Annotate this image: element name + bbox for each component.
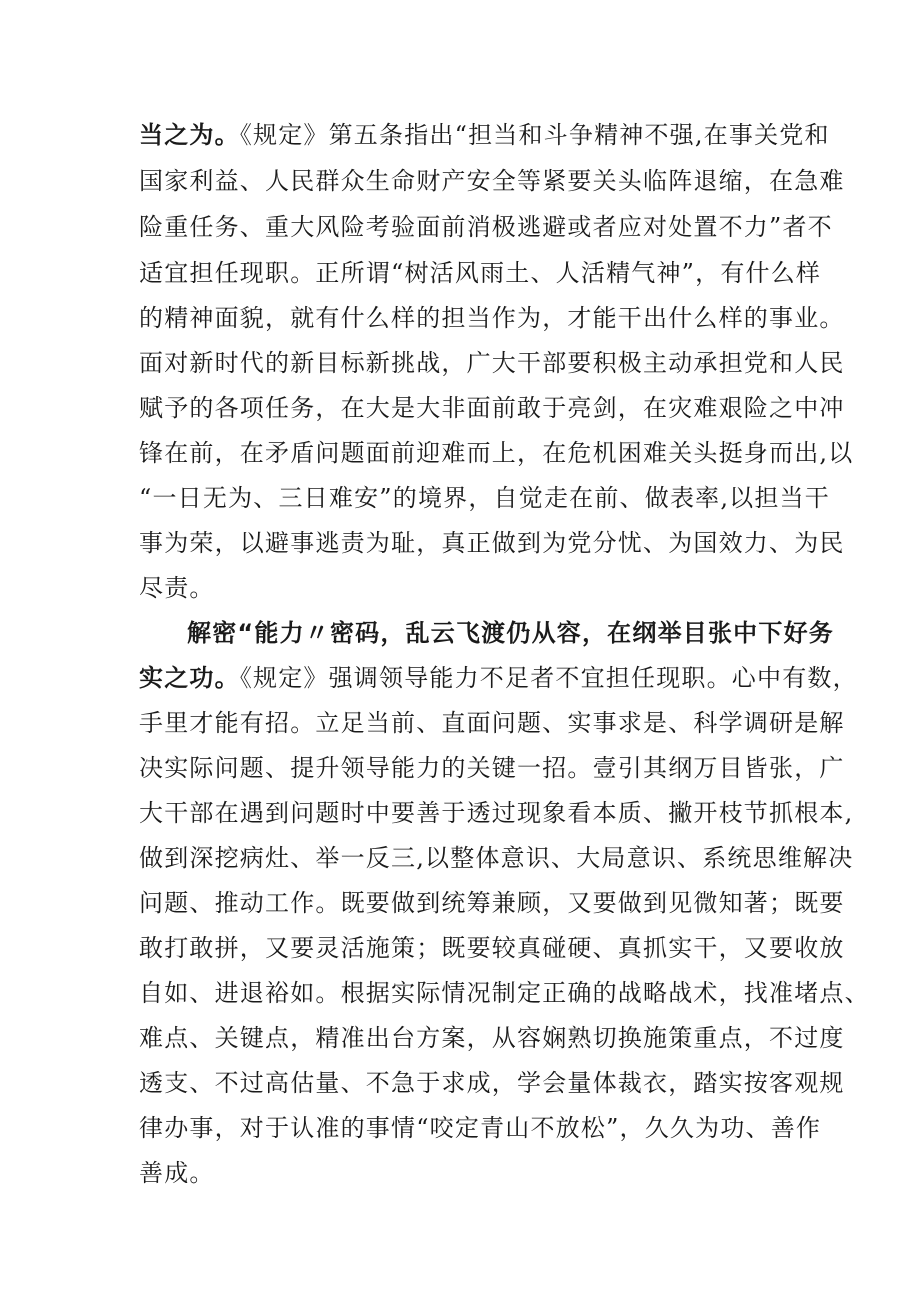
paragraph-1-line-10: 事为荣，以避事逃责为耻，真正做到为党分忧、为国效力、为民: [139, 529, 845, 557]
paragraph-2-line-4: 大干部在遇到问题时中要善于透过现象看本质、撇开枝节抓根本,: [139, 799, 854, 827]
paragraph-2-line-10: 透支、不过高估量、不急于求成，学会量体裁衣，踏实按客观规: [139, 1069, 845, 1097]
paragraph-2-line-11: 律办事，对于认准的事情“咬定青山不放松”，久久为功、善作: [139, 1114, 822, 1142]
paragraph-2-heading: 解密“能力〃密码，乱云飞渡仍从容，在纲举目张中下好务: [187, 619, 834, 647]
paragraph-2-line-5: 做到深挖病灶、举一反三,以整体意识、大局意识、系统思维解决: [139, 844, 854, 872]
paragraph-2-line-1-text: 《规定》强调领导能力不足者不宜担任现职。心中有数，: [239, 664, 858, 692]
paragraph-2-line-1: [139, 662, 858, 694]
paragraph-2-line-6: 问题、推动工作。既要做到统筹兼顾，又要做到见微知著；既要: [139, 889, 845, 917]
paragraph-1-line-6: 面对新时代的新目标新挑战，广大干部要积极主动承担党和人民: [139, 349, 845, 377]
paragraph-1-line-1-text: 《规定》第五条指出“担当和斗争精神不强,在事关党和: [239, 121, 830, 149]
paragraph-2-heading-end: 实之功。: [139, 664, 240, 692]
paragraph-1-line-9: “一日无为、三日难安”的境界，自觉走在前、做表率,以担当干: [139, 484, 830, 512]
paragraph-2-line-7: 敢打敢拼，又要灵活施策；既要较真碰硬、真抓实干，又要收放: [139, 934, 845, 962]
paragraph-2-line-9: 难点、关键点，精准出台方案，从容娴熟切换施策重点，不过度: [139, 1024, 845, 1052]
paragraph-1-lead-bold: 当之为。: [139, 121, 240, 149]
paragraph-1-line-11: 尽责。: [139, 574, 215, 602]
paragraph-1-line-2: 国家利益、人民群众生命财产安全等紧要关头临阵退缩，在急难: [139, 167, 845, 195]
paragraph-2-line-8: 自如、进退裕如。根据实际情况制定正确的战略战术，找准堵点、: [139, 979, 870, 1007]
paragraph-2-line-12: 善成。: [139, 1159, 215, 1187]
paragraph-1-line-5: 的精神面貌，就有什么样的担当作为，才能干出什么样的事业。: [139, 304, 845, 332]
paragraph-2-line-2: 手里才能有招。立足当前、直面问题、实事求是、科学调研是解: [139, 709, 845, 737]
paragraph-1-line-4: 适宜担任现职。正所谓“树活风雨土、人活精气神”，有什么样: [139, 259, 822, 287]
paragraph-1-line-3: 险重任务、重大风险考验面前消极逃避或者应对处置不力”者不: [139, 213, 833, 241]
paragraph-2-line-3: 决实际问题、提升领导能力的关键一招。壹引其纲万目皆张，广: [139, 754, 845, 782]
paragraph-1-line-7: 赋予的各项任务，在大是大非面前敢于亮剑，在灾难艰险之中冲: [139, 394, 845, 422]
paragraph-1-line-1: [139, 119, 830, 151]
paragraph-1-line-8: 锋在前，在矛盾问题面前迎难而上，在危机困难关头挺身而出,以: [139, 439, 854, 467]
